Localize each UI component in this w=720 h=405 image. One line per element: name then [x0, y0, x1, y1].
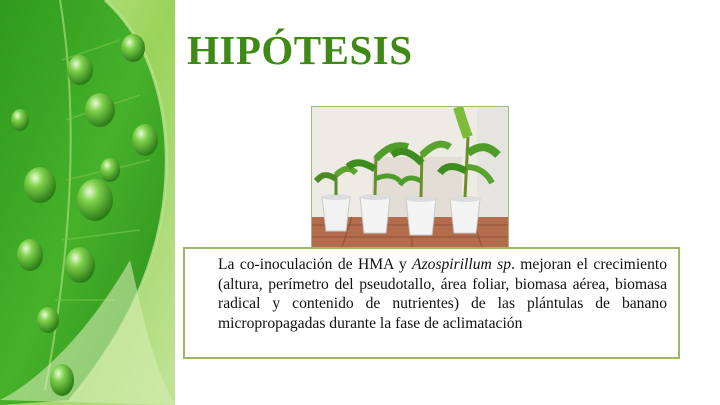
hypothesis-part1: La co-inoculación de HMA y: [218, 256, 413, 273]
green-leaf-water-drops-image: [0, 0, 175, 405]
hypothesis-text: [218, 255, 667, 333]
banana-plantlets-photo: [311, 106, 509, 248]
decorative-leaf-panel: [0, 0, 175, 405]
organism-name: Azospirillum sp: [412, 256, 512, 273]
hypothesis-part2: . mejoran el crecimiento (altura, perímetro del pseudotallo, área foliar, biomasa aérea, biomasa radical y contenido de nutrientes) de las plántulas de banano micropropagadas durante la fase de aclimatación: [218, 256, 667, 332]
hypothesis-textbox: [183, 247, 680, 359]
slide-title: HIPÓTESIS: [187, 27, 413, 73]
